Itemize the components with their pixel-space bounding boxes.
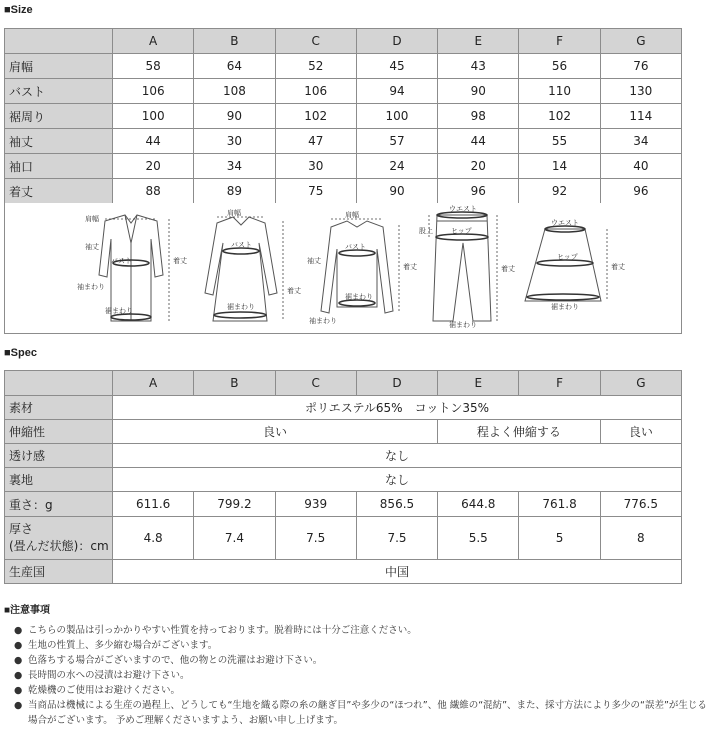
cell: 939 — [275, 492, 356, 517]
bullet-icon: ● — [14, 685, 23, 696]
pants-hem-label: 裾まわり — [449, 321, 477, 329]
size-header-row — [5, 29, 682, 54]
cell: 34 — [194, 154, 275, 179]
row-label — [5, 517, 113, 560]
cell: 44 — [438, 129, 519, 154]
cell: 34 — [600, 129, 681, 154]
thickness-label-line1: 厚さ — [9, 522, 34, 536]
origin-value: 中国 — [113, 560, 682, 584]
stretch-value-good: 良い — [113, 420, 438, 444]
sheer-value: なし — [113, 444, 682, 468]
row-label: 肩幅 — [5, 54, 113, 79]
cell: 24 — [356, 154, 437, 179]
dress-shoulder-label: 肩幅 — [227, 209, 241, 217]
size-row-shoulder — [5, 54, 682, 79]
top-sleeve-label: 袖丈 — [307, 257, 321, 265]
cell: 856.5 — [356, 492, 437, 517]
cell: 30 — [194, 129, 275, 154]
size-row-cuff — [5, 154, 682, 179]
cell: 4.8 — [113, 517, 194, 560]
row-label: バスト — [5, 79, 113, 104]
list-item — [14, 683, 714, 698]
spec-table — [4, 370, 682, 584]
cell: 14 — [519, 154, 600, 179]
cell: 106 — [275, 79, 356, 104]
cell: 56 — [519, 54, 600, 79]
cell: 7.5 — [275, 517, 356, 560]
notes-section-title: ■注意事項 — [4, 605, 51, 616]
size-col-f: F — [519, 29, 600, 54]
list-item — [14, 638, 714, 653]
size-section-title: ■Size — [4, 4, 33, 16]
dress-bust-label: バスト — [231, 241, 252, 249]
cell: 30 — [275, 154, 356, 179]
cell: 761.8 — [519, 492, 600, 517]
cell: 92 — [519, 179, 600, 204]
cell: 8 — [600, 517, 681, 560]
cell: 57 — [356, 129, 437, 154]
size-row-bust — [5, 79, 682, 104]
row-label: 透け感 — [5, 444, 113, 468]
cell: 98 — [438, 104, 519, 129]
note-text: 長時間の水への浸漬はお避け下さい。 — [28, 670, 190, 681]
cell: 76 — [600, 54, 681, 79]
cell: 44 — [113, 129, 194, 154]
stretch-value-good-g: 良い — [600, 420, 681, 444]
pants-length-label: 着丈 — [501, 265, 515, 273]
dress-hem-label: 裾まわり — [227, 303, 255, 311]
coat-bust-label: バスト — [111, 257, 132, 265]
bullet-icon: ● — [14, 655, 23, 666]
spec-col-d: D — [356, 371, 437, 396]
row-label: 袖口 — [5, 154, 113, 179]
size-col-e: E — [438, 29, 519, 54]
cell: 43 — [438, 54, 519, 79]
bullet-icon: ● — [14, 640, 23, 651]
top-cuff-label: 袖まわり — [309, 317, 337, 325]
skirt-length-label: 着丈 — [611, 263, 625, 271]
cell: 55 — [519, 129, 600, 154]
pants-hip-label: ヒップ — [451, 227, 472, 235]
coat-hem-label: 裾まわり — [105, 307, 133, 315]
row-label: 裾周り — [5, 104, 113, 129]
coat-illustration — [99, 215, 163, 321]
cell: 45 — [356, 54, 437, 79]
cell: 94 — [356, 79, 437, 104]
measurement-diagrams — [4, 203, 682, 334]
material-value: ポリエステル65% コットン35% — [113, 396, 682, 420]
cell: 64 — [194, 54, 275, 79]
thickness-label-line2: (畳んだ状態)：cm — [9, 539, 109, 553]
cell: 130 — [600, 79, 681, 104]
cell: 20 — [438, 154, 519, 179]
row-label: 着丈 — [5, 179, 113, 204]
spec-row-sheer — [5, 444, 682, 468]
coat-sleeve-label: 袖丈 — [85, 243, 99, 251]
note-text: 生地の性質上、多少縮む場合がございます。 — [28, 640, 218, 651]
cell: 7.4 — [194, 517, 275, 560]
cell: 644.8 — [438, 492, 519, 517]
cell: 90 — [194, 104, 275, 129]
row-label: 生産国 — [5, 560, 113, 584]
notes-list — [14, 623, 714, 728]
cell: 40 — [600, 154, 681, 179]
corner-cell — [5, 29, 113, 54]
lining-value: なし — [113, 468, 682, 492]
coat-cuff-label: 袖まわり — [77, 283, 105, 291]
size-row-hem — [5, 104, 682, 129]
spec-row-lining — [5, 468, 682, 492]
size-col-b: B — [194, 29, 275, 54]
spec-row-weight — [5, 492, 682, 517]
cell: 110 — [519, 79, 600, 104]
corner-cell — [5, 371, 113, 396]
cell: 100 — [113, 104, 194, 129]
cell: 776.5 — [600, 492, 681, 517]
pants-rise-label: 股上 — [419, 227, 433, 235]
bullet-icon: ● — [14, 700, 23, 711]
size-table — [4, 28, 682, 204]
list-item — [14, 698, 714, 728]
size-col-g: G — [600, 29, 681, 54]
spec-row-origin — [5, 560, 682, 584]
size-row-sleeve — [5, 129, 682, 154]
skirt-hip-label: ヒップ — [557, 253, 578, 261]
cell: 102 — [275, 104, 356, 129]
top-hem-label: 裾まわり — [345, 293, 373, 301]
spec-row-thickness — [5, 517, 682, 560]
top-length-label: 着丈 — [403, 263, 417, 271]
cell: 114 — [600, 104, 681, 129]
spec-col-a: A — [113, 371, 194, 396]
skirt-hem-label: 裾まわり — [551, 303, 579, 311]
spec-section-title: ■Spec — [4, 347, 37, 359]
row-label: 裏地 — [5, 468, 113, 492]
cell: 75 — [275, 179, 356, 204]
spec-col-e: E — [438, 371, 519, 396]
spec-row-material — [5, 396, 682, 420]
pants-waist-label: ウエスト — [449, 205, 477, 213]
spec-col-b: B — [194, 371, 275, 396]
note-text: こちらの製品は引っかかりやすい性質を持っております。脱着時には十分ご注意ください。 — [28, 625, 417, 636]
size-col-c: C — [275, 29, 356, 54]
cell: 5.5 — [438, 517, 519, 560]
spec-col-g: G — [600, 371, 681, 396]
cell: 52 — [275, 54, 356, 79]
cell: 90 — [356, 179, 437, 204]
note-text: 色落ちする場合がございますので、他の物との洗濯はお避け下さい。 — [28, 655, 323, 666]
cell: 799.2 — [194, 492, 275, 517]
cell: 106 — [113, 79, 194, 104]
bullet-icon: ● — [14, 625, 23, 636]
list-item — [14, 623, 714, 638]
row-label: 重さ：g — [5, 492, 113, 517]
size-col-d: D — [356, 29, 437, 54]
measurement-diagram-svg — [5, 203, 681, 333]
spec-col-c: C — [275, 371, 356, 396]
note-text: 乾燥機のご使用はお避けください。 — [28, 685, 181, 696]
dress-length-label: 着丈 — [287, 287, 301, 295]
top-bust-label: バスト — [345, 243, 366, 251]
cell: 611.6 — [113, 492, 194, 517]
cell: 88 — [113, 179, 194, 204]
bullet-icon: ● — [14, 670, 23, 681]
skirt-waist-label: ウエスト — [551, 219, 579, 227]
size-col-a: A — [113, 29, 194, 54]
cell: 58 — [113, 54, 194, 79]
cell: 96 — [438, 179, 519, 204]
cell: 47 — [275, 129, 356, 154]
list-item — [14, 653, 714, 668]
cell: 102 — [519, 104, 600, 129]
note-text: 当商品は機械による生産の過程上、どうしても“生地を織る際の糸の継ぎ目”や多少の“ほつれ”、他 繊維の“混紡”、また、採寸方法により多少の“誤差”が生じる場合がございます。 予めご理解くださいますよう、お願い申し上げます。 — [28, 700, 707, 726]
coat-shoulder-label: 肩幅 — [85, 215, 99, 223]
cell: 100 — [356, 104, 437, 129]
row-label: 伸縮性 — [5, 420, 113, 444]
spec-header-row — [5, 371, 682, 396]
cell: 89 — [194, 179, 275, 204]
spec-row-stretch — [5, 420, 682, 444]
cell: 108 — [194, 79, 275, 104]
cell: 20 — [113, 154, 194, 179]
top-shoulder-label: 肩幅 — [345, 211, 359, 219]
stretch-value-moderate: 程よく伸縮する — [438, 420, 601, 444]
spec-col-f: F — [519, 371, 600, 396]
size-row-length — [5, 179, 682, 204]
row-label: 素材 — [5, 396, 113, 420]
list-item — [14, 668, 714, 683]
coat-length-label: 着丈 — [173, 257, 187, 265]
cell: 96 — [600, 179, 681, 204]
cell: 5 — [519, 517, 600, 560]
cell: 90 — [438, 79, 519, 104]
row-label: 袖丈 — [5, 129, 113, 154]
cell: 7.5 — [356, 517, 437, 560]
